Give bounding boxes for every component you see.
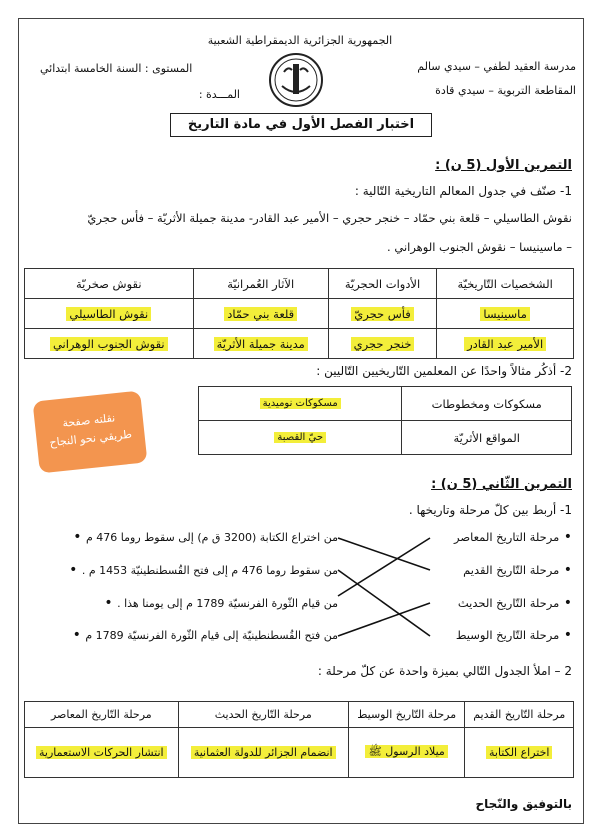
ex1-items-line1: نقوش الطاسيلي – قلعة بني حمّاد – خنجر حجري – الأمير عبد القادر- مدينة جميلة الأثريّة – فأس حجريّ bbox=[87, 211, 572, 225]
table-cell: ماسينيسا bbox=[480, 307, 529, 321]
table-cell: الأمير عبد القادر bbox=[464, 337, 546, 351]
stamp-line: طريقي نحو النجاح bbox=[48, 427, 133, 450]
table-cell: اختراع الكتابة bbox=[486, 746, 552, 759]
date-label: من فتح القُسطنطينيّة إلى قيام الثّورة الفرنسيّة 1789 م • bbox=[72, 627, 338, 643]
match-line bbox=[338, 538, 430, 596]
stage-text: مرحلة التّاريخ الحديث bbox=[457, 596, 560, 610]
ex2-q1: 1- أربط بين كلّ مرحلة وتاريخها . bbox=[408, 503, 572, 517]
stage-label: • مرحلة التّاريخ الوسيط bbox=[455, 627, 572, 643]
table-cell: نقوش الطاسيلي bbox=[66, 307, 151, 321]
table-cell: المواقع الأثريّة bbox=[402, 421, 572, 455]
table-header: الأدوات الحجريّة bbox=[328, 269, 436, 299]
table-cell: ميلاد الرسول ﷺ bbox=[365, 745, 447, 758]
classification-table bbox=[24, 268, 574, 359]
ex2-q2: 2 – املأ الجدول التّالي بميزة واحدة عن كلّ مرحلة : bbox=[317, 664, 572, 678]
table-cell: مدينة جميلة الأثريّة bbox=[214, 337, 308, 351]
table-cell: انضمام الجزائر للدولة العثمانية bbox=[191, 746, 336, 759]
stamp-line: نقلته صفحة bbox=[61, 411, 116, 430]
date-text: من سقوط روما 476 م إلى فتح القُسطنطينيّة 1453 م . bbox=[81, 564, 338, 577]
table-cell: خنجر حجري bbox=[351, 337, 415, 351]
date-label: من سقوط روما 476 م إلى فتح القُسطنطينيّة 1453 م . • bbox=[69, 562, 338, 578]
stage-text: مرحلة التّاريخ القديم bbox=[463, 563, 560, 577]
table-row bbox=[25, 728, 574, 778]
watermark-stamp bbox=[33, 391, 148, 474]
ex1-title: التمرين الأول (5 ن) : bbox=[435, 158, 572, 173]
examples-table bbox=[198, 386, 572, 455]
district-name: المقاطعة التربوية – سيدي قادة bbox=[435, 84, 576, 97]
table-cell: نقوش الجنوب الوهراني bbox=[50, 337, 168, 351]
date-label: من قيام الثّورة الفرنسيّة 1789 م إلى يومنا هذا . • bbox=[104, 595, 338, 611]
republic-emblem-icon bbox=[268, 52, 324, 108]
ex1-q2: 2- أذكُر مثالاً واحدًا عن المعلمين التّاريخيين التّاليين : bbox=[316, 364, 572, 378]
table-header: مرحلة التّاريخ الحديث bbox=[178, 702, 348, 728]
table-header: الشخصيات التّاريخيّة bbox=[437, 269, 574, 299]
stage-label: • مرحلة التّاريخ القديم bbox=[463, 562, 572, 578]
stage-label: • مرحلة التاريخ المعاصر bbox=[454, 529, 572, 545]
ex2-title: التمرين الثّاني (5 ن) : bbox=[431, 477, 572, 492]
table-header: الآثار العُمرانيّة bbox=[193, 269, 328, 299]
date-text: من قيام الثّورة الفرنسيّة 1789 م إلى يومنا هذا . bbox=[117, 597, 338, 610]
table-cell: مسكوكات ومخطوطات bbox=[402, 387, 572, 421]
match-line bbox=[338, 570, 430, 636]
stages-table bbox=[24, 701, 574, 778]
date-text: من فتح القُسطنطينيّة إلى قيام الثّورة الفرنسيّة 1789 م bbox=[85, 629, 338, 642]
table-header: نقوش صخريّة bbox=[25, 269, 194, 299]
table-header-row bbox=[25, 269, 574, 299]
duration-label: المـــدة : bbox=[198, 88, 240, 101]
ex1-items-line2: – ماسينيسا – نقوش الجنوب الوهراني . bbox=[387, 240, 572, 254]
table-cell: حيّ القصبة bbox=[274, 432, 326, 443]
republic-title: الجمهورية الجزائرية الديمقراطية الشعبية bbox=[207, 34, 393, 47]
stage-label: • مرحلة التّاريخ الحديث bbox=[457, 595, 572, 611]
date-label: من اختراع الكتابة (3200 ق م) إلى سقوط روما 476 م • bbox=[73, 529, 338, 545]
stage-text: مرحلة التاريخ المعاصر bbox=[454, 530, 560, 544]
table-header: مرحلة التّاريخ الوسيط bbox=[348, 702, 465, 728]
match-line bbox=[338, 538, 430, 570]
table-row bbox=[199, 387, 572, 421]
matching-lines bbox=[330, 520, 440, 650]
table-row bbox=[25, 329, 574, 359]
match-line bbox=[338, 603, 430, 636]
date-text: من اختراع الكتابة (3200 ق م) إلى سقوط روما 476 م bbox=[85, 531, 338, 544]
table-row bbox=[199, 421, 572, 455]
table-header: مرحلة التّاريخ القديم bbox=[465, 702, 574, 728]
table-row bbox=[25, 299, 574, 329]
table-header-row bbox=[25, 702, 574, 728]
school-name: مدرسة العقيد لطفي – سيدي سالم bbox=[417, 60, 576, 73]
table-cell: قلعة بني حمّاد bbox=[224, 307, 297, 321]
ex1-q1: 1- صنّف في جدول المعالم التاريخية التّالية : bbox=[354, 184, 572, 198]
table-cell: مسكوكات نوميدية bbox=[260, 398, 341, 409]
stage-text: مرحلة التّاريخ الوسيط bbox=[455, 628, 560, 642]
table-cell: فأس حجريّ bbox=[351, 307, 414, 321]
exam-title: اختبار الفصل الأول في مادة التاريخ bbox=[170, 113, 432, 137]
table-cell: انتشار الحركات الاستعمارية bbox=[36, 746, 167, 759]
level-label: المستوى : السنة الخامسة ابتدائي bbox=[40, 62, 193, 75]
table-header: مرحلة التّاريخ المعاصر bbox=[25, 702, 179, 728]
footer-wish: بالتوفيق والنّجاح bbox=[475, 797, 572, 811]
